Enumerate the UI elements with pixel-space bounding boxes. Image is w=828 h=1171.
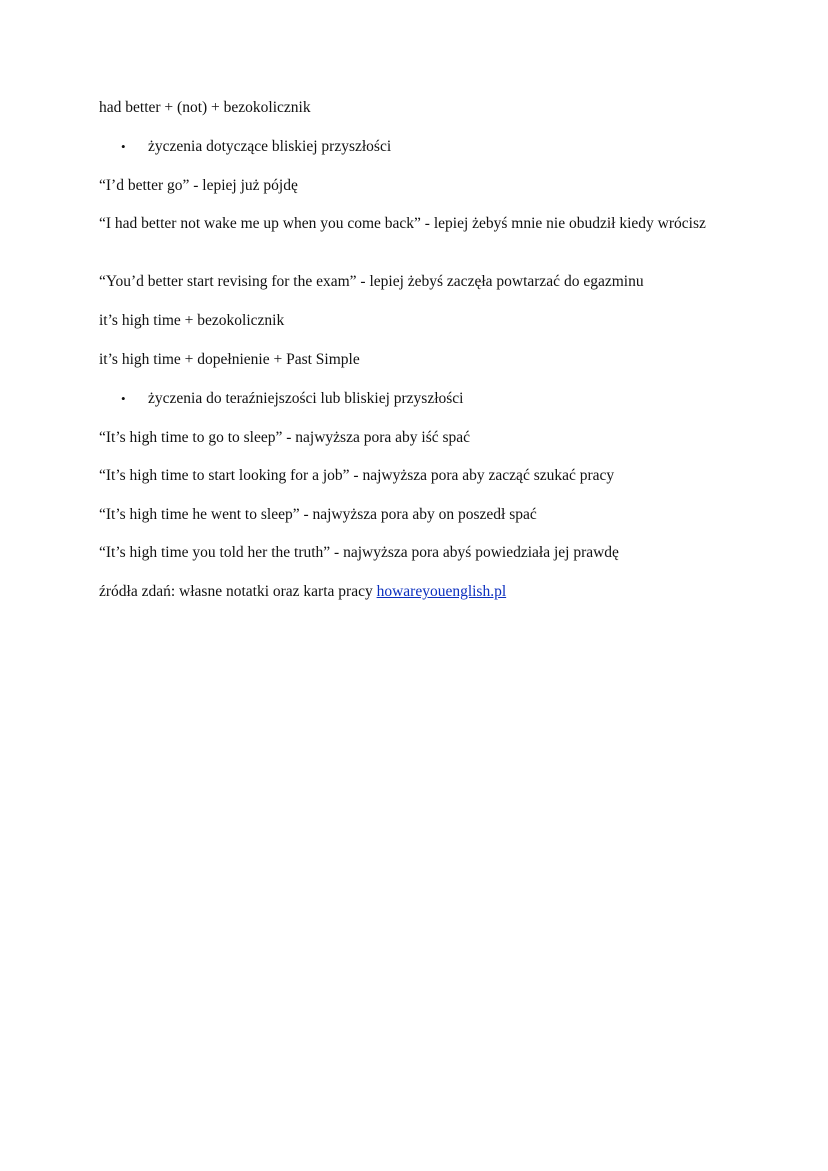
rule-had-better: had better + (not) + bezokolicznik [99,99,311,116]
bullet-item-near-future [121,137,681,157]
bullet-icon: • [121,139,126,154]
example-sentence: “It’s high time he went to sleep” - najwyższa pora aby on poszedł spać [99,506,537,523]
example-sentence: “It’s high time to start looking for a job” - najwyższa pora aby zacząć szukać pracy [99,467,615,484]
sources-label: źródła zdań: własne notatki oraz karta pracy [99,583,377,600]
bullet-item-present-future [121,389,681,409]
example-sentence: “I’d better go” - lepiej już pójdę [99,177,298,194]
bullet-text: życzenia do teraźniejszości lub bliskiej przyszłości [148,390,464,407]
sources-line [99,582,719,602]
rule-high-time-past-simple: it’s high time + dopełnienie + Past Simple [99,351,360,368]
rule-high-time-infinitive: it’s high time + bezokolicznik [99,312,285,329]
example-sentence: “You’d better start revising for the exam” - lepiej żebyś zaczęła powtarzać do egazminu [99,273,644,290]
example-sentence: “It’s high time you told her the truth” - najwyższa pora abyś powiedziała jej prawdę [99,544,619,561]
example-sentence: “It’s high time to go to sleep” - najwyższa pora aby iść spać [99,429,471,446]
example-sentence: “I had better not wake me up when you come back” - lepiej żebyś mnie nie obudził kiedy wrócisz [99,215,706,232]
sources-link[interactable]: howareyouenglish.pl [376,583,507,600]
bullet-icon: • [121,391,126,406]
bullet-text: życzenia dotyczące bliskiej przyszłości [148,138,392,155]
